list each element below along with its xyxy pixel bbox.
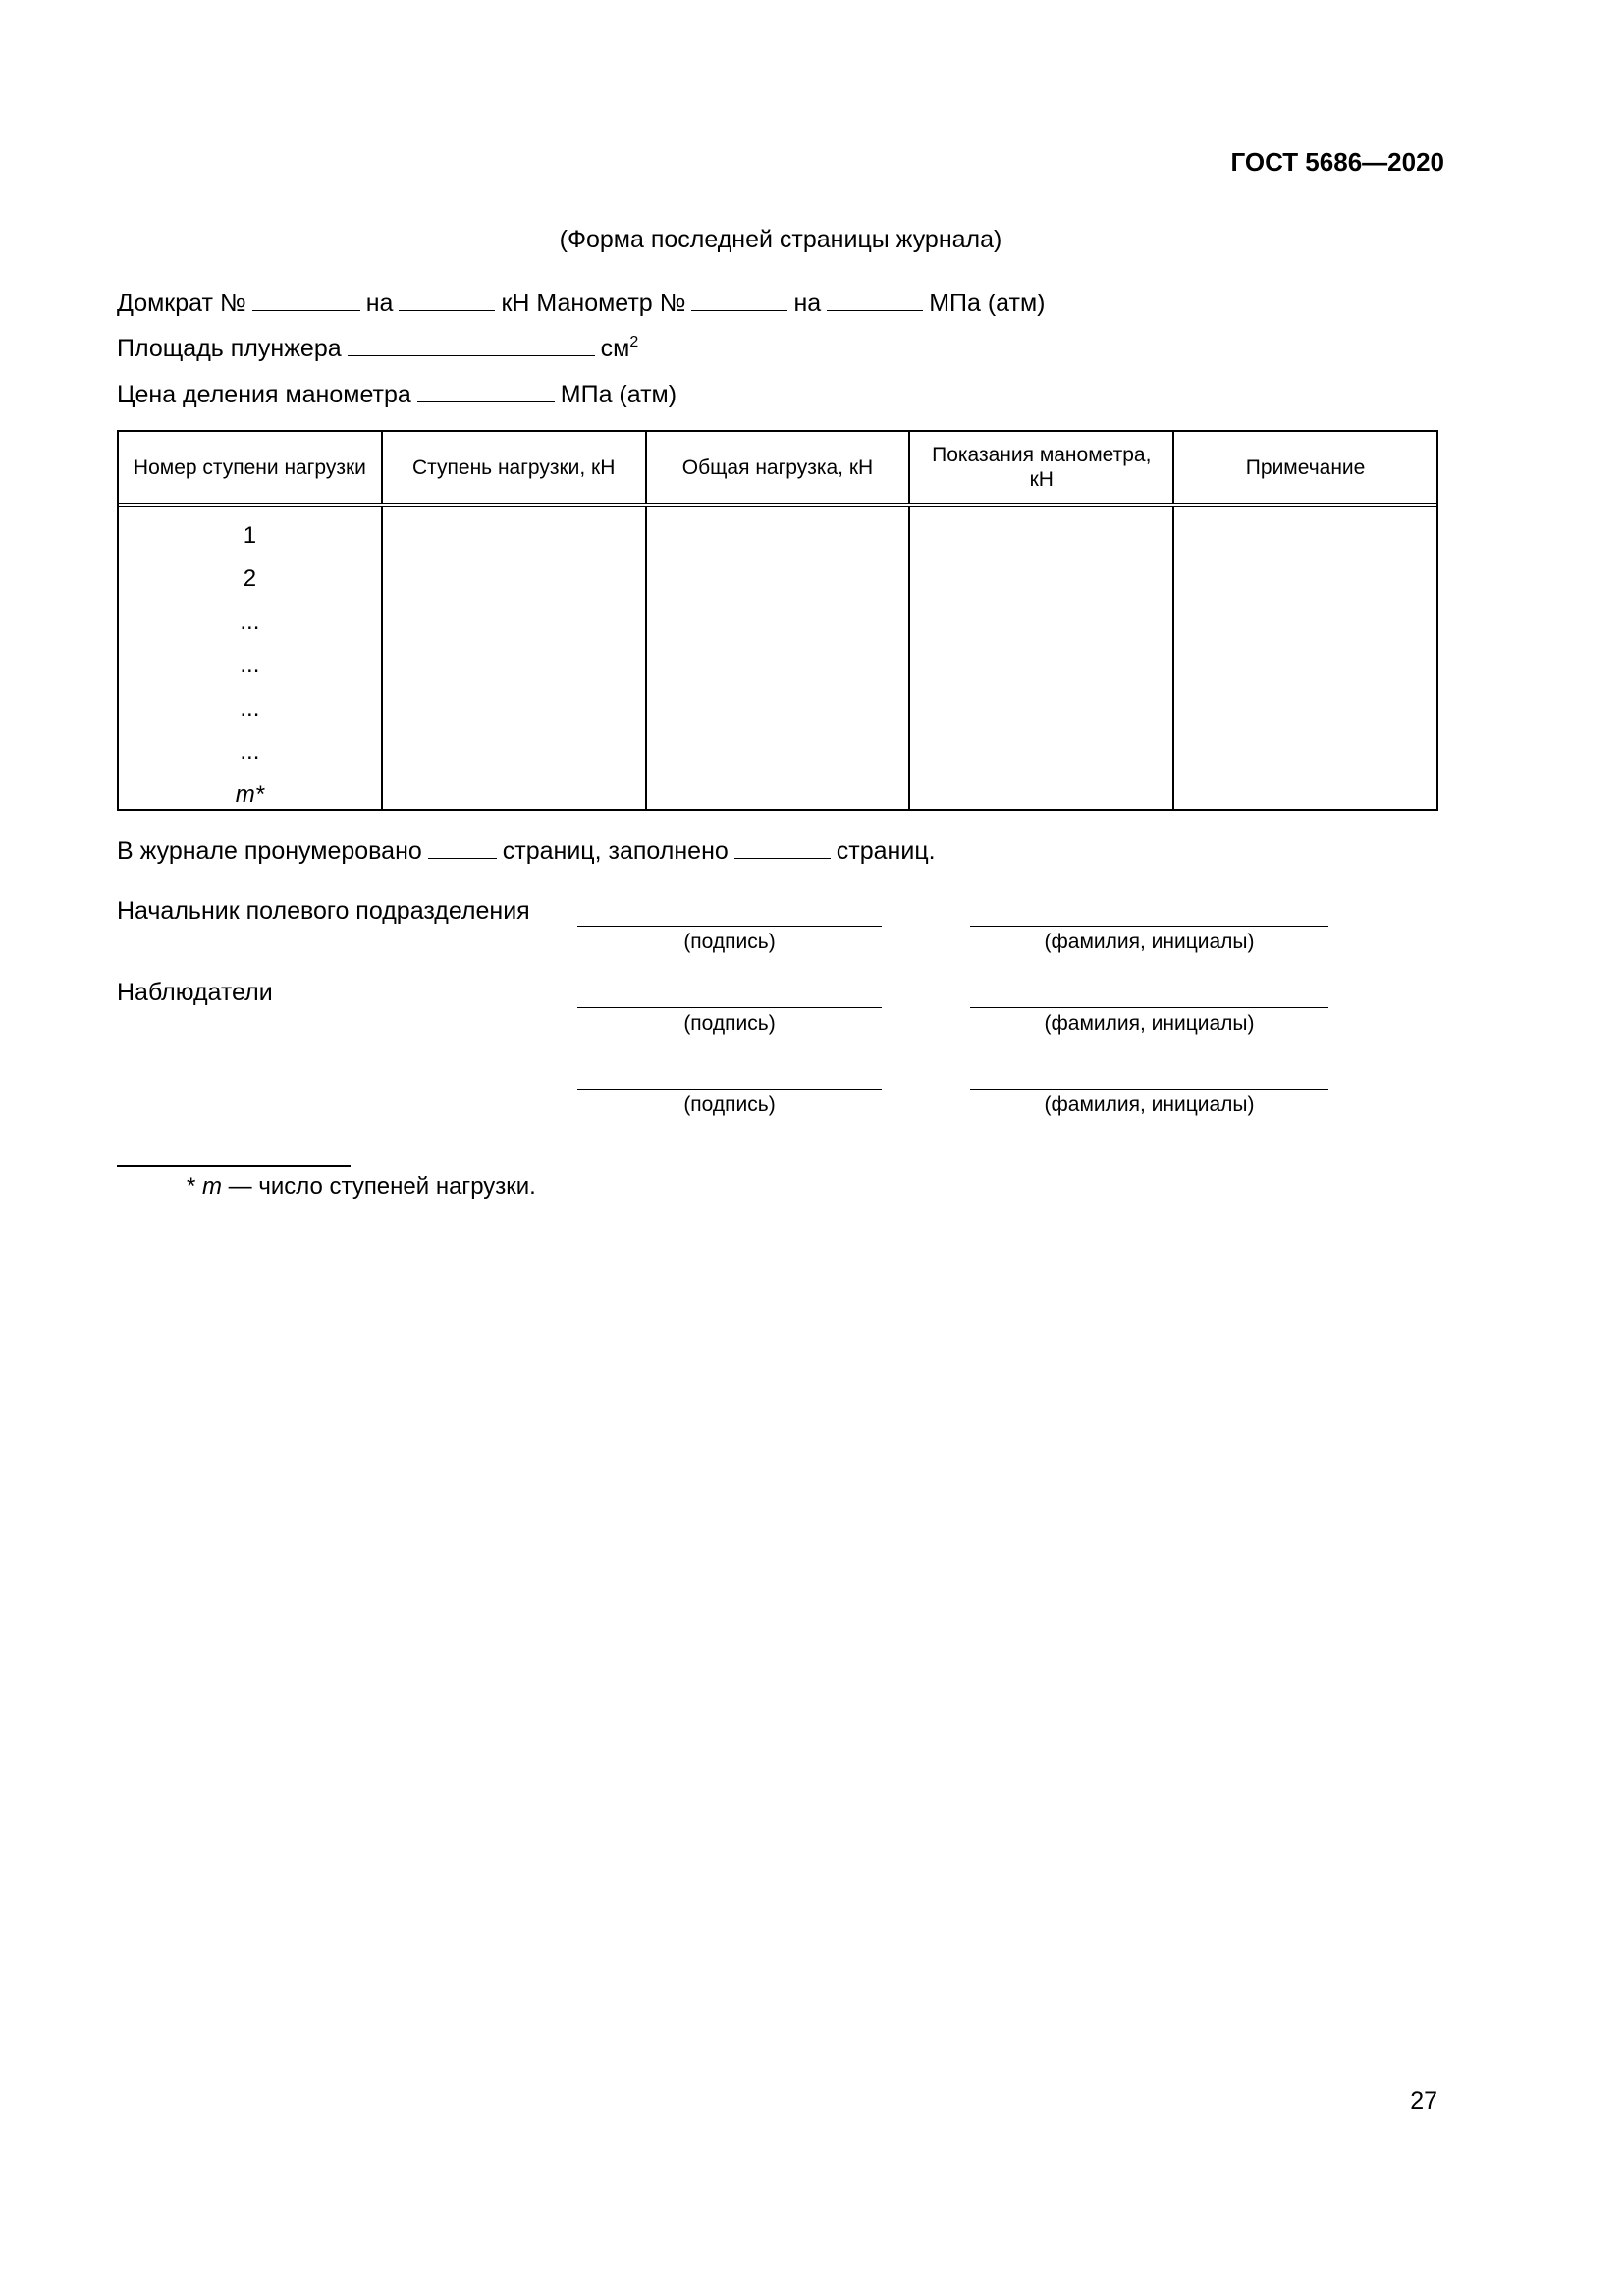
filled-pages-blank[interactable] [734,836,831,859]
load-steps-table [117,430,1438,811]
footnote-rule [117,1165,351,1167]
step-number-cell: 2 [243,565,257,592]
footnote [187,1173,536,1201]
step-number-list [119,514,381,817]
plunger-area-label: Площадь плунжера [117,335,342,362]
observer1-signature-line[interactable] [577,1007,882,1008]
header-step-number: Номер ступени нагрузки [119,432,383,503]
standard-code: ГОСТ 5686—2020 [1230,147,1444,177]
observer2-signature-line[interactable] [577,1089,882,1090]
kn-manometer-label: кН Манометр № [501,290,686,317]
chief-label: Начальник полевого подразделения [117,897,530,925]
cm-unit-superscript: 2 [629,334,639,350]
jack-label: Домкрат № [117,290,246,317]
step-number-cell: ... [240,695,260,721]
step-number-cell-last: m* [235,781,265,808]
chief-signature-hint: (подпись) [683,931,776,953]
summary-part-3: страниц. [836,837,936,865]
plunger-area-blank[interactable] [348,334,595,356]
column-manometer-reading[interactable] [910,507,1174,809]
pages-summary-line [117,836,936,866]
on-label-1: на [365,290,394,317]
division-unit-label: МПа (атм) [560,381,677,408]
step-number-cell: ... [240,609,260,635]
division-value-label: Цена деления манометра [117,381,411,408]
chief-signature-line[interactable] [577,926,882,927]
header-note: Примечание [1245,455,1366,479]
column-load-step[interactable] [383,507,647,809]
plunger-area-line [117,334,638,363]
jack-manometer-line [117,289,1046,318]
observer1-name-hint: (фамилия, инициалы) [1044,1012,1255,1035]
manometer-range-blank[interactable] [827,289,923,311]
observer2-name-line[interactable] [970,1089,1328,1090]
table-header-row [119,432,1436,507]
observer1-signature-hint: (подпись) [683,1012,776,1035]
jack-number-blank[interactable] [252,289,360,311]
step-number-cell: ... [240,652,260,678]
numbered-pages-blank[interactable] [428,836,497,859]
step-number-cell: ... [240,738,260,765]
on-label-2: на [793,290,822,317]
division-value-blank[interactable] [417,380,555,402]
observer2-signature-hint: (подпись) [683,1094,776,1116]
chief-name-line[interactable] [970,926,1328,927]
division-value-line [117,380,677,409]
step-number-cell: 1 [243,522,257,549]
column-step-number [119,507,383,809]
summary-part-1: В журнале пронумеровано [117,837,422,865]
table-body [119,507,1436,809]
jack-capacity-blank[interactable] [399,289,495,311]
header-total-load: Общая нагрузка, кН [647,432,911,503]
footnote-variable: m [202,1173,223,1200]
header-load-step: Ступень нагрузки, кН [383,432,647,503]
column-total-load[interactable] [647,507,911,809]
footnote-star: * [187,1173,196,1200]
chief-name-hint: (фамилия, инициалы) [1044,931,1255,953]
footnote-text: — число ступеней нагрузки. [222,1173,536,1200]
observers-label: Наблюдатели [117,979,273,1006]
cm-unit-label: см [600,335,630,362]
summary-part-2: страниц, заполнено [502,837,729,865]
page-number: 27 [1410,2087,1437,2114]
column-note[interactable] [1174,507,1436,809]
observer1-name-line[interactable] [970,1007,1328,1008]
observer2-name-hint: (фамилия, инициалы) [1044,1094,1255,1116]
mpa-unit-label: МПа (атм) [929,290,1046,317]
header-manometer-reading: Показания манометра, кН [910,432,1174,503]
form-caption: (Форма последней страницы журнала) [559,226,1002,253]
manometer-number-blank[interactable] [691,289,787,311]
